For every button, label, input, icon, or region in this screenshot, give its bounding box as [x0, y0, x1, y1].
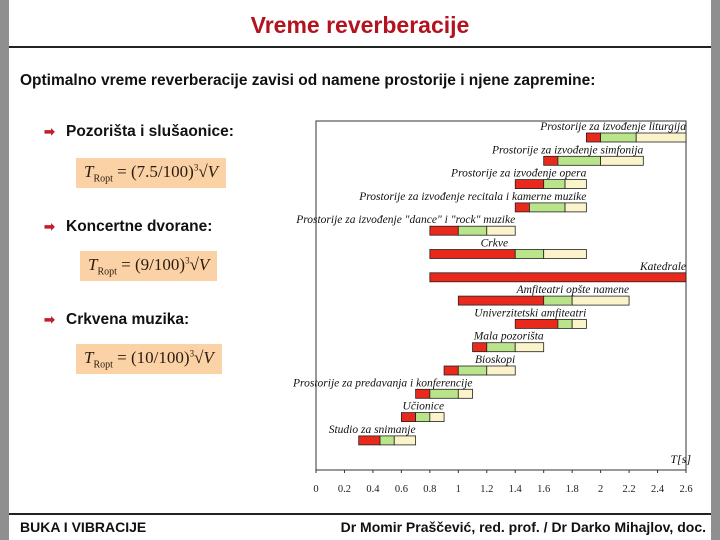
range-bar-segment: [458, 226, 486, 235]
range-bar-segment: [565, 180, 586, 189]
range-bar-segment: [401, 413, 415, 422]
range-bar-segment: [544, 156, 558, 165]
range-bar-segment: [487, 226, 515, 235]
x-tick-label: 0.6: [394, 484, 408, 495]
formula-expression: = (9/100): [116, 255, 186, 274]
x-tick-label: 0.8: [423, 484, 437, 495]
range-bar-segment: [515, 250, 543, 259]
category-label: Crkve: [480, 237, 509, 250]
formula-symbol: T: [88, 255, 98, 274]
range-bar-segment: [430, 389, 458, 398]
range-bar-segment: [515, 343, 543, 352]
formula-symbol: T: [84, 348, 94, 367]
footer-authors: Dr Momir Praščević, red. prof. / Dr Darko Mihajlov, doc.: [340, 519, 706, 535]
range-bar-segment: [558, 156, 601, 165]
formula-expression: = (7.5/100): [112, 162, 194, 181]
range-bar-segment: [558, 319, 572, 328]
formula-subscript: Ropt: [97, 266, 117, 278]
formula-expression: = (10/100): [112, 348, 190, 367]
formula-root-index: 3: [193, 162, 199, 173]
formula-subscript: Ropt: [93, 173, 113, 185]
slide-title: Vreme reverberacije: [250, 12, 470, 38]
x-axis-unit-label: T[s]: [670, 452, 692, 466]
formula-variable: V: [198, 255, 210, 274]
category-label: Univerzitetski amfiteatri: [474, 307, 587, 320]
formula-variable: V: [203, 348, 214, 367]
range-bar-segment: [416, 389, 430, 398]
bullet-label: Crkvena muzika:: [66, 311, 190, 328]
formula-symbol: T: [84, 162, 94, 181]
x-tick-label: 1.8: [565, 484, 579, 495]
arrow-bullet-icon: ➡: [44, 219, 55, 234]
formula-subscript: Ropt: [93, 359, 113, 371]
range-bar-segment: [380, 436, 394, 445]
slide-subtitle: Optimalno vreme reverberacije zavisi od namene prostorije i njene zapremine:: [20, 72, 596, 89]
range-bar-segment: [544, 296, 572, 305]
range-bar-segment: [458, 366, 486, 375]
range-bar-segment: [430, 226, 458, 235]
x-tick-label: 0.2: [337, 484, 352, 495]
range-bar-segment: [473, 343, 487, 352]
x-tick-label: 2.4: [650, 484, 665, 495]
range-bar-segment: [601, 133, 637, 142]
range-bar-segment: [458, 296, 543, 305]
category-label: Bioskopi: [474, 354, 516, 366]
range-bar-segment: [586, 133, 600, 142]
range-bar-segment: [544, 180, 565, 189]
range-bar-segment: [394, 436, 415, 445]
arrow-bullet-icon: ➡: [44, 124, 55, 139]
x-tick-label: 2: [597, 484, 604, 495]
bullet-label: Koncertne dvorane:: [66, 218, 213, 235]
range-bar-segment: [529, 203, 565, 212]
x-tick-label: 1.4: [508, 484, 522, 495]
x-tick-label: 1.2: [480, 484, 494, 495]
formula-variable: V: [207, 162, 219, 181]
range-bar-segment: [487, 366, 515, 375]
x-tick-label: 2.6: [679, 484, 693, 495]
range-bar-segment: [515, 203, 529, 212]
category-label: Mala pozorišta: [473, 330, 544, 343]
range-bar-segment: [636, 133, 686, 142]
range-bar-segment: [430, 273, 686, 282]
range-bar-segment: [416, 413, 430, 422]
range-bar-segment: [515, 180, 543, 189]
range-bar-segment: [430, 250, 515, 259]
range-bar-segment: [444, 366, 458, 375]
category-label: Prostorije za izvođenje "dance" i "rock" muzike: [296, 214, 516, 227]
range-bar-segment: [572, 319, 586, 328]
category-label: Prostorije za izvođenje recitala i kamerne muzike: [359, 190, 587, 203]
x-tick-label: 0: [313, 484, 319, 495]
category-label: Katedrale: [640, 260, 686, 273]
category-label: Prostorije za izvođenje liturgija: [540, 121, 686, 133]
x-tick-label: 1: [455, 484, 461, 495]
range-bar-segment: [544, 250, 587, 259]
range-bar-segment: [487, 343, 515, 352]
radical-icon: √: [198, 162, 208, 181]
arrow-bullet-icon: ➡: [44, 312, 55, 327]
range-bar-segment: [565, 203, 586, 212]
range-bar-segment: [572, 296, 629, 305]
range-bar-segment: [515, 319, 558, 328]
range-bar-segment: [458, 389, 472, 398]
range-bar-segment: [601, 156, 644, 165]
footer-course-name: BUKA I VIBRACIJE: [20, 519, 147, 535]
category-label: Prostorije za izvođenje simfonija: [491, 144, 644, 157]
radical-icon: √: [189, 255, 199, 274]
range-bar-segment: [430, 413, 444, 422]
x-tick-label: 1.6: [537, 484, 551, 495]
x-tick-label: 2.2: [622, 484, 636, 495]
bottom-divider: [9, 513, 711, 515]
formula-root-index: 3: [185, 255, 190, 266]
category-label: Studio za snimanje: [328, 423, 416, 436]
range-bar-segment: [359, 436, 380, 445]
category-label: Učionice: [402, 400, 445, 413]
bullet-label: Pozorišta i slušaonice:: [66, 123, 234, 140]
category-label: Prostorije za predavanja i konferencije: [293, 377, 473, 390]
formula-root-index: 3: [189, 348, 195, 359]
category-label: Prostorije za izvođenje opera: [451, 167, 587, 180]
x-tick-label: 0.4: [366, 484, 380, 495]
category-label: Amfiteatri opšte namene: [516, 284, 630, 297]
radical-icon: √: [194, 348, 204, 367]
